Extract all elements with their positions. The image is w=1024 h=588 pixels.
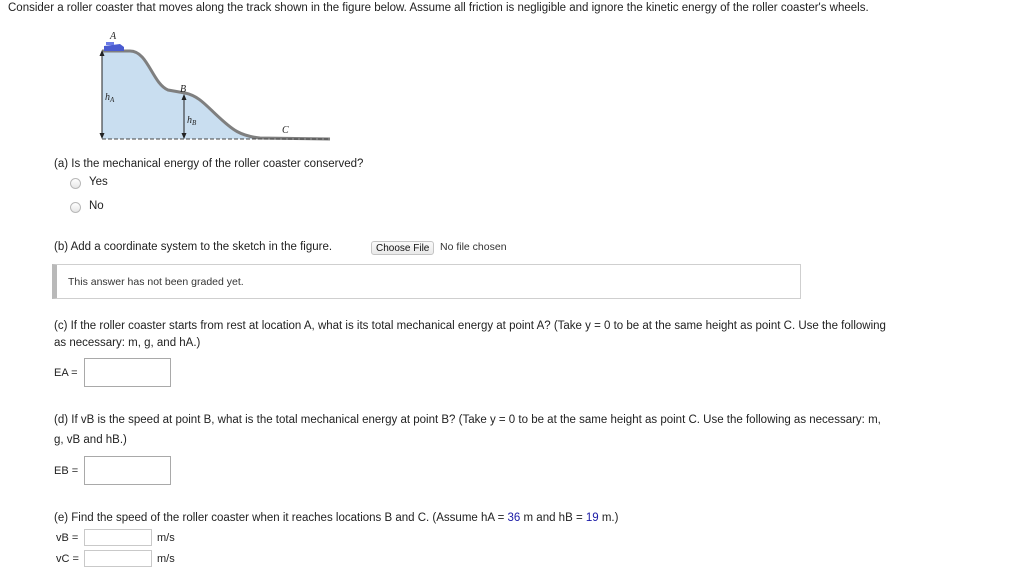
problem-intro: Consider a roller coaster that moves along the track shown in the figure below. Assume all friction is negligible and ignore the kinetic energy of the roller coaster's wheels.: [8, 2, 869, 14]
label-c: C: [282, 125, 289, 136]
choose-file-button[interactable]: Choose File: [371, 241, 434, 255]
vc-input[interactable]: [84, 550, 152, 567]
hb-value: 19: [585, 512, 599, 524]
ea-label: EA =: [54, 367, 78, 379]
option-yes-label: Yes: [89, 176, 108, 188]
file-status: No file chosen: [440, 241, 507, 253]
label-b: B: [180, 84, 187, 95]
hill-fill: [102, 51, 330, 139]
vb-label: vB =: [56, 532, 79, 544]
graded-status-box: [52, 264, 801, 299]
vb-unit: m/s: [157, 532, 175, 544]
part-c-question-line1: (c) If the roller coaster starts from rest at location A, what is its total mechanical energy at point A? (Take y = 0 to be at the same height as point C. Use the following: [54, 320, 886, 332]
vc-label: vC =: [56, 553, 79, 565]
option-no-label: No: [89, 200, 104, 212]
label-hb: $h_B$: [187, 115, 197, 127]
radio-yes[interactable]: [70, 178, 81, 189]
eb-label: EB =: [54, 465, 79, 477]
part-a-question: (a) Is the mechanical energy of the roller coaster conserved?: [54, 158, 364, 170]
graded-status-text: This answer has not been graded yet.: [68, 276, 244, 288]
part-d-question-line1: (d) If vB is the speed at point B, what is the total mechanical energy at point B? (Take y = 0 to be at the same height as point C. Use the following as necessary: m,: [54, 414, 881, 426]
vb-input[interactable]: [84, 529, 152, 546]
radio-no[interactable]: [70, 202, 81, 213]
eb-input[interactable]: [84, 456, 171, 485]
ea-input[interactable]: [84, 358, 171, 387]
part-d-question-line2: g, vB and hB.): [54, 434, 127, 446]
roller-coaster-figure: [90, 28, 335, 148]
label-ha: $h_A$: [105, 92, 115, 104]
part-e-question: (e) Find the speed of the roller coaster when it reaches locations B and C. (Assume hA = 36 m and hB = 19 m.): [54, 512, 619, 524]
part-b-question: (b) Add a coordinate system to the sketch in the figure.: [54, 241, 333, 253]
part-c-question-line2: as necessary: m, g, and hA.): [54, 337, 201, 349]
label-a: A: [110, 31, 117, 42]
vc-unit: m/s: [157, 553, 175, 565]
ha-value: 36: [507, 512, 521, 524]
coaster-car-icon: [104, 42, 124, 51]
